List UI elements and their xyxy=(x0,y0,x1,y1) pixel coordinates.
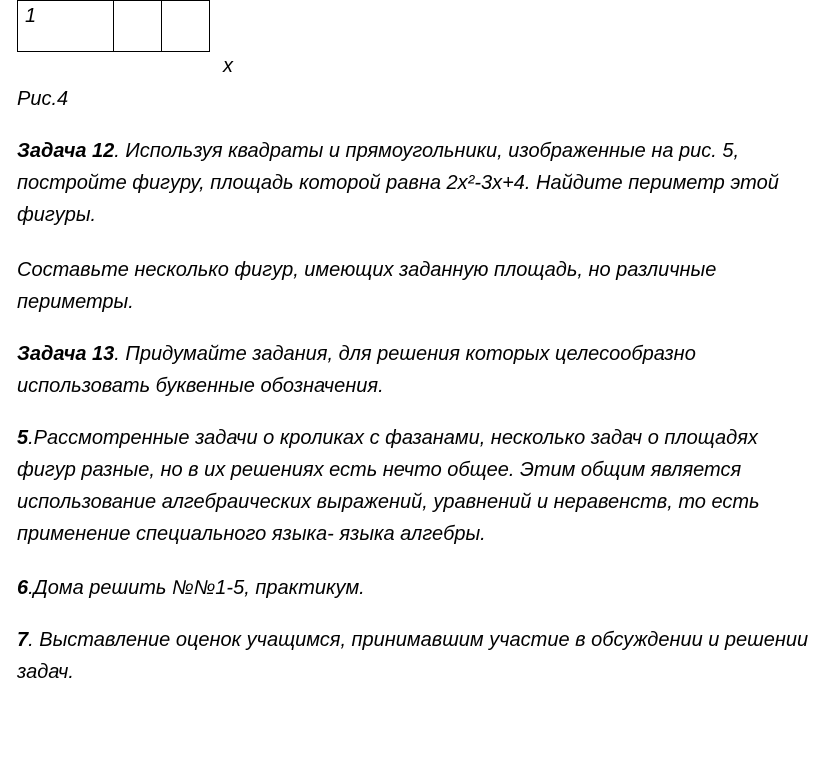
item-7-text: . Выставление оценок учащимся, принимавшим участие в обсуждении и решении задач. xyxy=(17,629,809,683)
item-5-paragraph xyxy=(17,422,815,550)
task-13-paragraph xyxy=(17,338,815,402)
item-7-number: 7 xyxy=(17,629,29,651)
task-12-label: Задача 12 xyxy=(17,140,115,162)
task-12-extra-paragraph xyxy=(17,254,815,318)
figure-cell-2 xyxy=(114,1,162,52)
task-13-text: . Придумайте задания, для решения которых целесообразно использовать буквенные обозначения. xyxy=(17,343,696,397)
figure-caption: Рис.4 xyxy=(17,88,69,110)
figure-cell-3-text xyxy=(162,14,169,18)
task-12-paragraph xyxy=(17,135,815,231)
figure-cell-2-text xyxy=(114,14,121,18)
item-6-paragraph xyxy=(17,572,815,604)
figure-axis-label: x xyxy=(223,55,233,77)
task-13-label: Задача 13 xyxy=(17,343,115,365)
item-6-number: 6 xyxy=(17,577,29,599)
task-12-text: . Используя квадраты и прямоугольники, изображенные на рис. 5, постройте фигуру, площадь которой равна 2x²-3x+4. Найдите периметр этой фигуры. xyxy=(17,140,779,226)
item-7-paragraph xyxy=(17,624,815,688)
item-5-number: 5 xyxy=(17,427,29,449)
figure-table xyxy=(17,0,210,52)
item-6-text: .Дома решить №№1-5, практикум. xyxy=(28,577,365,599)
figure-row xyxy=(18,1,210,52)
figure-cell-1 xyxy=(18,1,114,52)
figure-cell-3 xyxy=(162,1,210,52)
task-12-extra-text: Составьте несколько фигур, имеющих заданную площадь, но различные периметры. xyxy=(17,259,717,313)
item-5-text: .Рассмотренные задачи о кроликах с фазанами, несколько задач о площадях фигур разные, но в их решениях есть нечто общее. Этим общим является использование алгебраических выражений, уравнений и неравенств, то есть применение специального языка- языка алгебры. xyxy=(17,427,760,545)
figure-cell-1-text: 1 xyxy=(25,5,37,27)
